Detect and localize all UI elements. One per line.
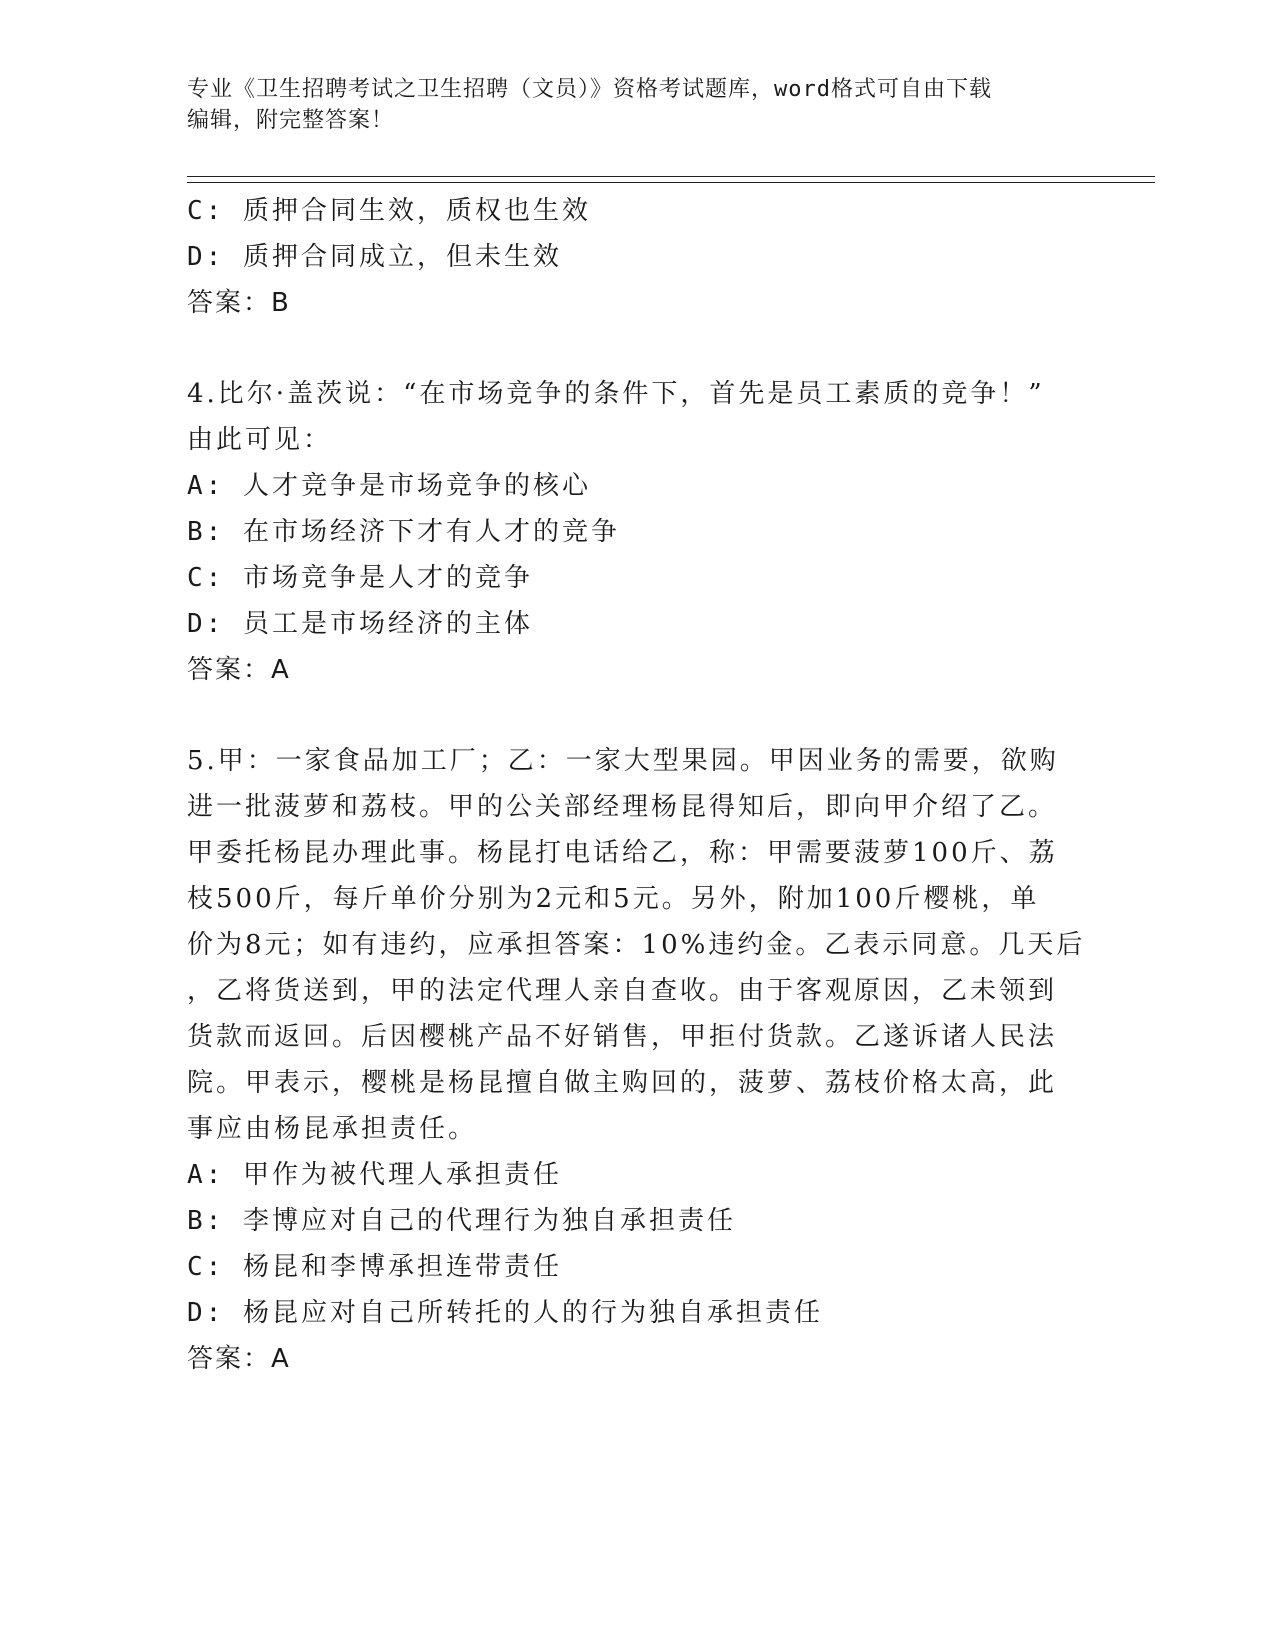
option-d <box>187 1290 1087 1336</box>
option-label: C: <box>187 1252 225 1282</box>
option-label: D: <box>187 609 225 639</box>
spacer <box>187 693 1087 738</box>
option-label: D: <box>187 1298 225 1328</box>
spacer <box>187 326 1087 371</box>
answer: 答案：A <box>187 655 291 685</box>
option-text: 李博应对自己的代理行为独自承担责任 <box>242 1206 736 1236</box>
option-text: 人才竞争是市场竞争的核心 <box>242 471 591 501</box>
question-stem-line: 事应由杨昆承担责任。 <box>187 1114 478 1144</box>
question-3 <box>187 188 1087 326</box>
option-label: C: <box>187 196 225 226</box>
option-c <box>187 555 1087 601</box>
option-a <box>187 1152 1087 1198</box>
question-stem-line: 货款而返回。后因樱桃产品不好销售，甲拒付货款。乙遂诉诸人民法 <box>187 1022 1058 1052</box>
option-label: A: <box>187 471 225 501</box>
question-stem-line: ，乙将货送到，甲的法定代理人亲自查收。由于客观原因，乙未领到 <box>187 976 1058 1006</box>
option-a <box>187 463 1087 509</box>
option-c <box>187 1244 1087 1290</box>
document-header <box>187 74 1087 136</box>
header-line-1: 专业《卫生招聘考试之卫生招聘（文员）》资格考试题库，word格式可自由下载 <box>187 77 992 102</box>
option-c <box>187 188 1087 234</box>
question-stem-line: 由此可见： <box>187 425 333 455</box>
option-text: 质押合同成立，但未生效 <box>242 242 562 272</box>
question-stem-line: 枝500斤，每斤单价分别为2元和5元。另外，附加100斤樱桃，单 <box>187 884 1040 914</box>
option-text: 员工是市场经济的主体 <box>242 609 533 639</box>
option-b <box>187 1198 1087 1244</box>
header-line-2: 编辑，附完整答案！ <box>187 108 395 133</box>
option-text: 质押合同生效，质权也生效 <box>242 196 591 226</box>
option-label: D: <box>187 242 225 272</box>
question-stem-line: 进一批菠萝和荔枝。甲的公关部经理杨昆得知后，即向甲介绍了乙。 <box>187 792 1058 822</box>
option-text: 甲作为被代理人承担责任 <box>242 1160 562 1190</box>
question-stem-line: 4.比尔·盖茨说：“在市场竞争的条件下，首先是员工素质的竞争！” <box>187 379 1045 409</box>
question-stem-line: 甲委托杨昆办理此事。杨昆打电话给乙，称：甲需要菠萝100斤、荔 <box>187 838 1058 868</box>
option-label: B: <box>187 517 225 547</box>
option-text: 市场竞争是人才的竞争 <box>242 563 533 593</box>
question-5 <box>187 738 1087 1382</box>
option-label: C: <box>187 563 225 593</box>
answer: 答案：B <box>187 288 291 318</box>
option-label: B: <box>187 1206 225 1236</box>
document-body <box>187 188 1087 1382</box>
option-text: 在市场经济下才有人才的竞争 <box>242 517 620 547</box>
question-stem-line: 5.甲：一家食品加工厂；乙：一家大型果园。甲因业务的需要，欲购 <box>187 746 1059 776</box>
header-divider-bottom <box>187 182 1155 183</box>
option-text: 杨昆和李博承担连带责任 <box>242 1252 562 1282</box>
question-stem-line: 价为8元；如有违约，应承担答案：10%违约金。乙表示同意。几天后 <box>187 930 1086 960</box>
option-d <box>187 234 1087 280</box>
question-4 <box>187 371 1087 693</box>
option-label: A: <box>187 1160 225 1190</box>
question-stem-line: 院。甲表示，樱桃是杨昆擅自做主购回的，菠萝、荔枝价格太高，此 <box>187 1068 1058 1098</box>
header-divider-top <box>187 176 1155 177</box>
option-b <box>187 509 1087 555</box>
answer: 答案：A <box>187 1344 291 1374</box>
option-text: 杨昆应对自己所转托的人的行为独自承担责任 <box>242 1298 823 1328</box>
option-d <box>187 601 1087 647</box>
